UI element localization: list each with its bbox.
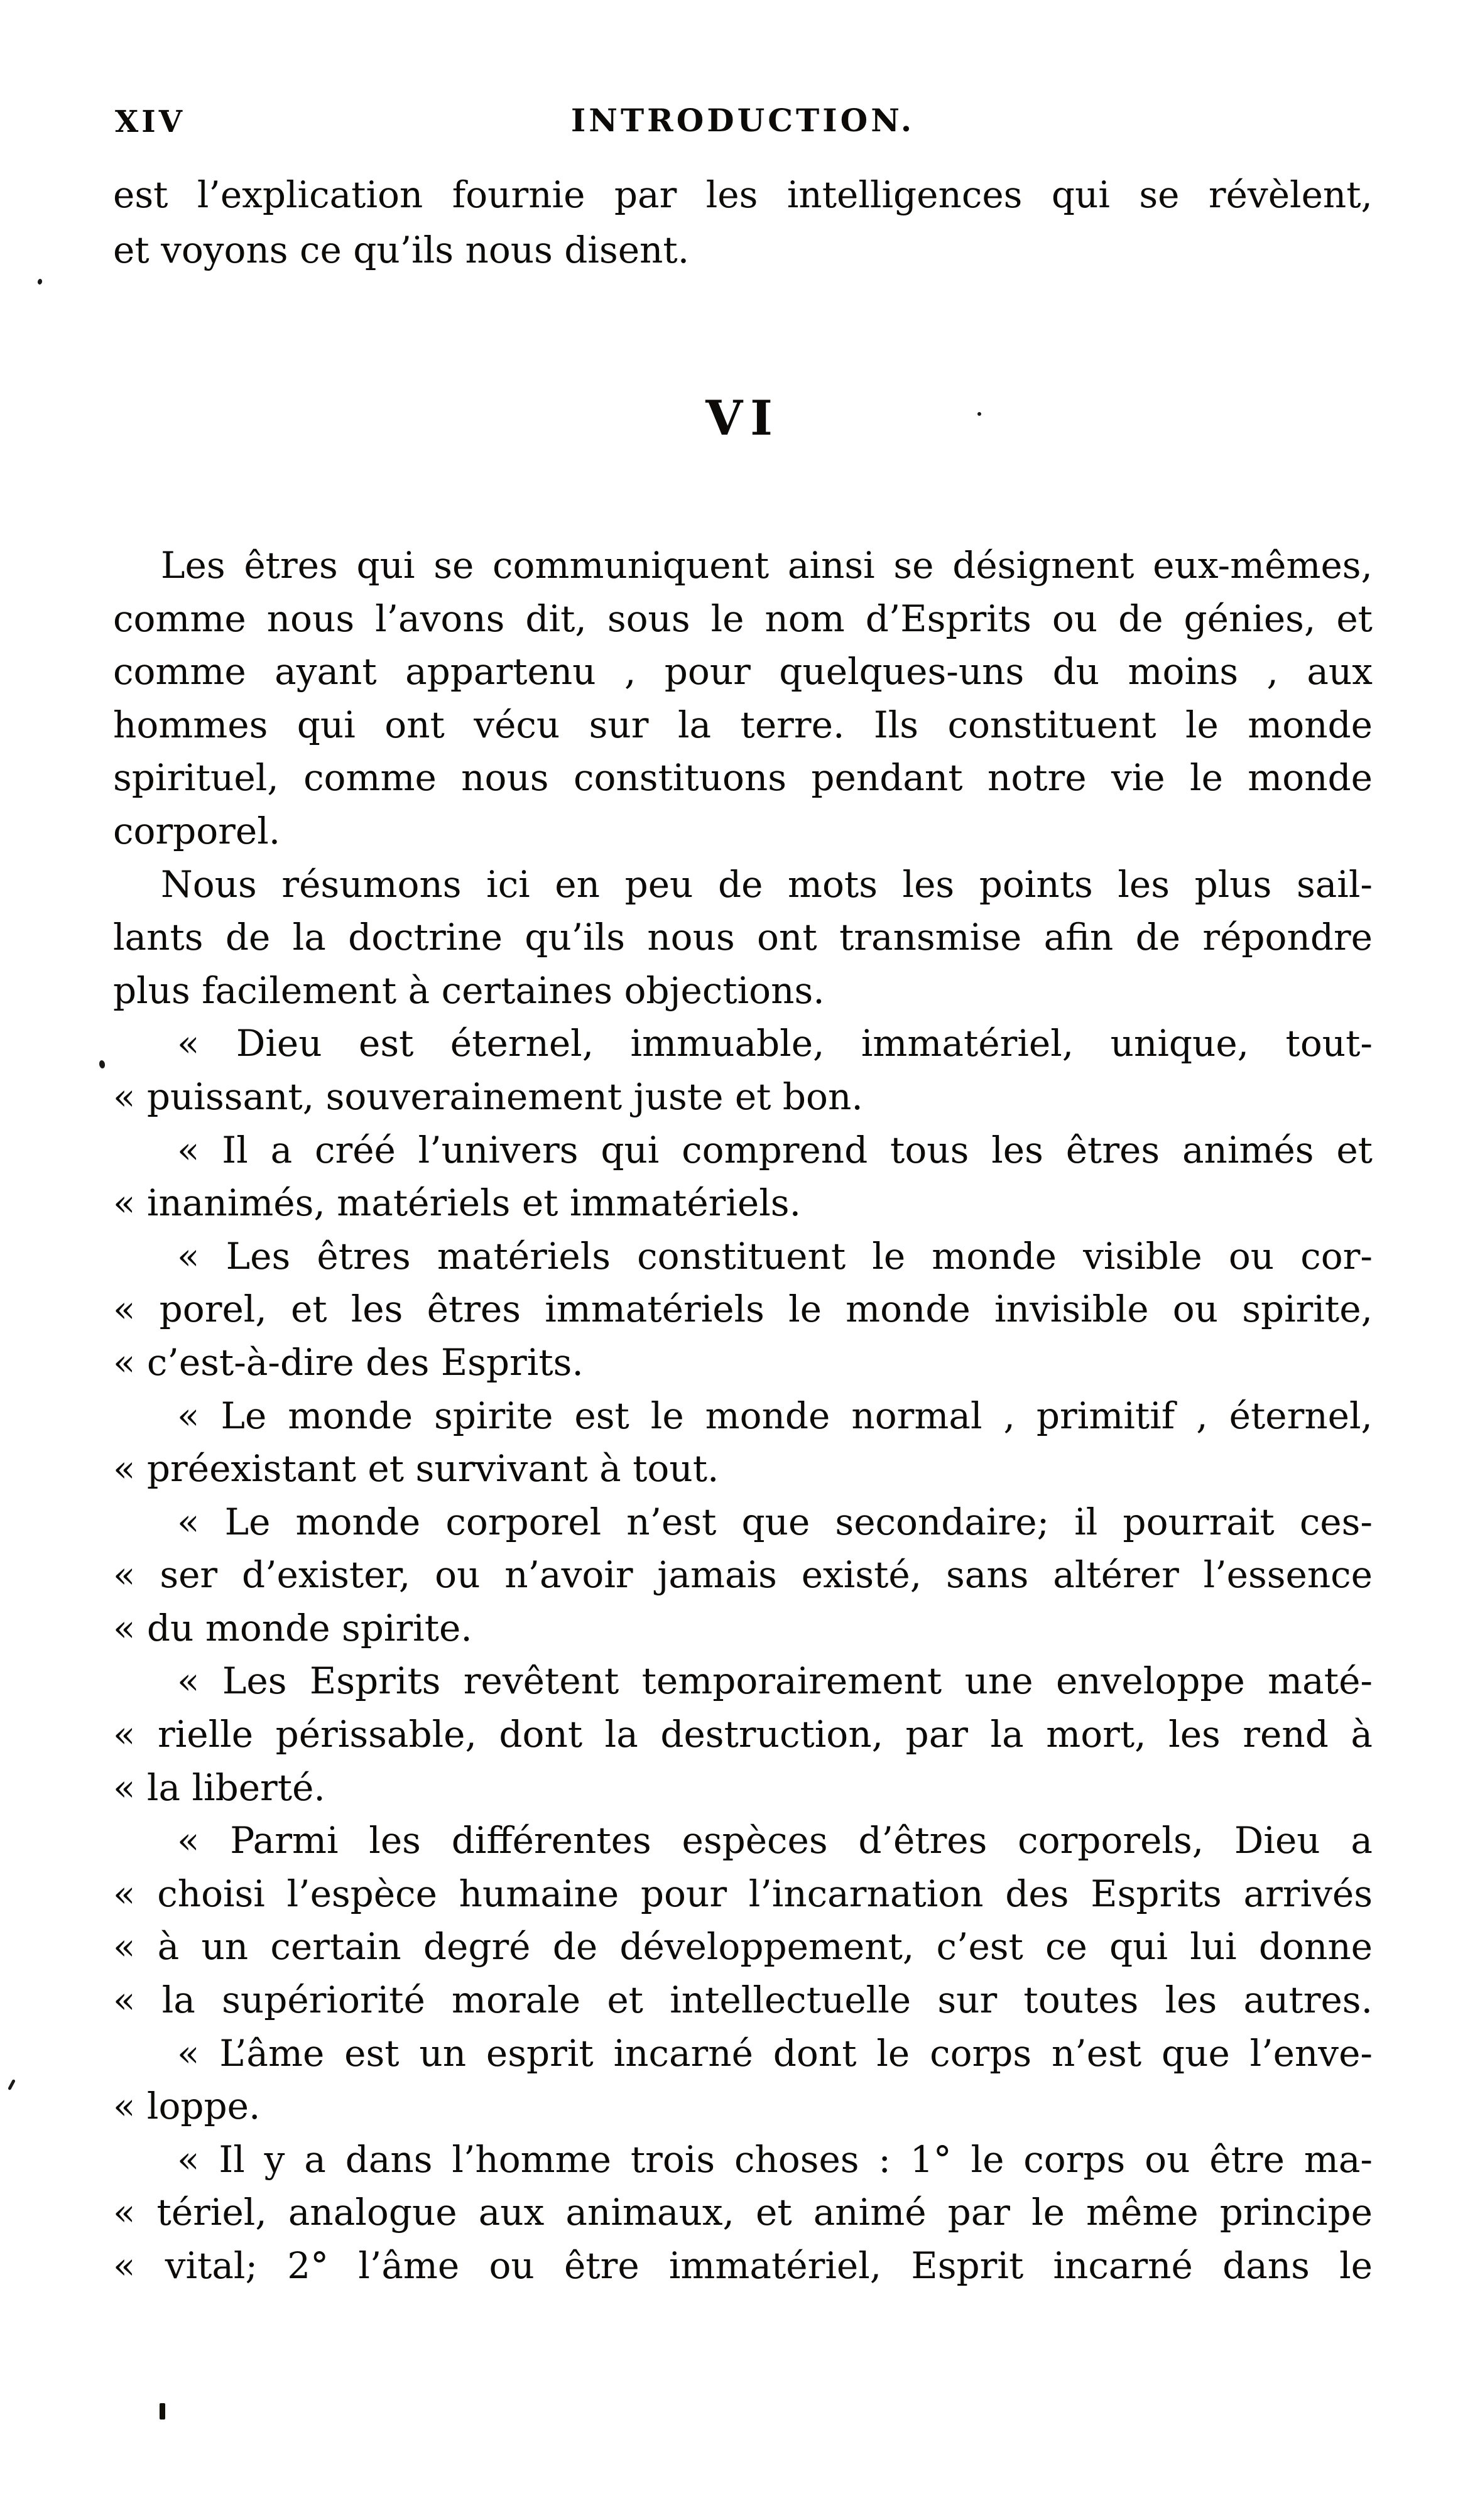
text-line: « rielle périssable, dont la destruction, par la mort, les rend à: [113, 1713, 1373, 1756]
text-line: « à un certain degré de développement, c’est ce qui lui donne: [113, 1925, 1373, 1969]
text-line: et voyons ce qu’ils nous disent.: [113, 229, 690, 271]
text-line: « Les Esprits revêtent temporairement une enveloppe maté-: [177, 1659, 1373, 1703]
text-line: « Le monde spirite est le monde normal , primitif , éternel,: [177, 1394, 1373, 1437]
text-line: « Il y a dans l’homme trois choses : 1° le corps ou être ma-: [177, 2137, 1373, 2181]
text-line: comme nous l’avons dit, sous le nom d’Esprits ou de génies, et: [113, 597, 1373, 640]
text-line: « porel, et les êtres immatériels le monde invisible ou spirite,: [113, 1288, 1373, 1331]
text-line: « tériel, analogue aux animaux, et animé par le même principe: [113, 2191, 1373, 2234]
text-line: « c’est-à-dire des Esprits.: [113, 1340, 584, 1384]
text-line: « choisi l’espèce humaine pour l’incarnation des Esprits arrivés: [113, 1872, 1373, 1915]
text-line: « Le monde corporel n’est que secondaire; il pourrait ces-: [177, 1500, 1373, 1543]
text-line: Les êtres qui se communiquent ainsi se désignent eux-mêmes,: [161, 544, 1373, 587]
text-line: spirituel, comme nous constituons pendant notre vie le monde: [113, 756, 1373, 800]
text-line: comme ayant appartenu , pour quelques-uns du moins , aux: [113, 650, 1373, 693]
text-line: « L’âme est un esprit incarné dont le corps n’est que l’enve-: [177, 2031, 1373, 2075]
page-number: XIV: [115, 104, 185, 139]
text-line: « Dieu est éternel, immuable, immatériel, unique, tout-: [177, 1022, 1373, 1065]
section-heading: VI: [705, 390, 780, 446]
text-line: « Il a créé l’univers qui comprend tous les êtres animés et: [177, 1128, 1373, 1171]
text-line: « inanimés, matériels et immatériels.: [113, 1181, 802, 1225]
opening-paragraph: [113, 167, 1373, 278]
text-line: « ser d’exister, ou n’avoir jamais existé, sans altérer l’essence: [113, 1553, 1373, 1597]
text-line: plus facilement à certaines objections.: [113, 969, 825, 1012]
body-text: [113, 539, 1373, 2293]
text-line: « Les êtres matériels constituent le monde visible ou cor-: [177, 1234, 1373, 1278]
text-line: « puissant, souverainement juste et bon.: [113, 1075, 863, 1118]
text-line: « la supériorité morale et intellectuelle sur toutes les autres.: [113, 1979, 1373, 2022]
text-line: « vital; 2° l’âme ou être immatériel, Esprit incarné dans le: [113, 2244, 1373, 2287]
text-line: « Parmi les différentes espèces d’êtres corporels, Dieu a: [177, 1819, 1373, 1862]
text-line: est l’explication fournie par les intelligences qui se révèlent,: [113, 173, 1373, 216]
ink-speck: [977, 412, 981, 416]
ink-speck: [99, 1060, 106, 1068]
text-line: corporel.: [113, 809, 281, 852]
text-line: lants de la doctrine qu’ils nous ont transmise afin de répondre: [113, 916, 1373, 959]
text-line: Nous résumons ici en peu de mots les points les plus sail-: [161, 862, 1373, 906]
text-line: « la liberté.: [113, 1766, 325, 1809]
text-line: « préexistant et survivant à tout.: [113, 1447, 719, 1491]
ink-speck: [37, 278, 43, 285]
running-title: INTRODUCTION.: [570, 102, 915, 139]
text-line: hommes qui ont vécu sur la terre. Ils constituent le monde: [113, 703, 1373, 746]
text-line: « du monde spirite.: [113, 1606, 472, 1649]
text-line: « loppe.: [113, 2085, 261, 2128]
ink-speck: [160, 2403, 165, 2420]
ink-speck: [8, 2079, 16, 2090]
